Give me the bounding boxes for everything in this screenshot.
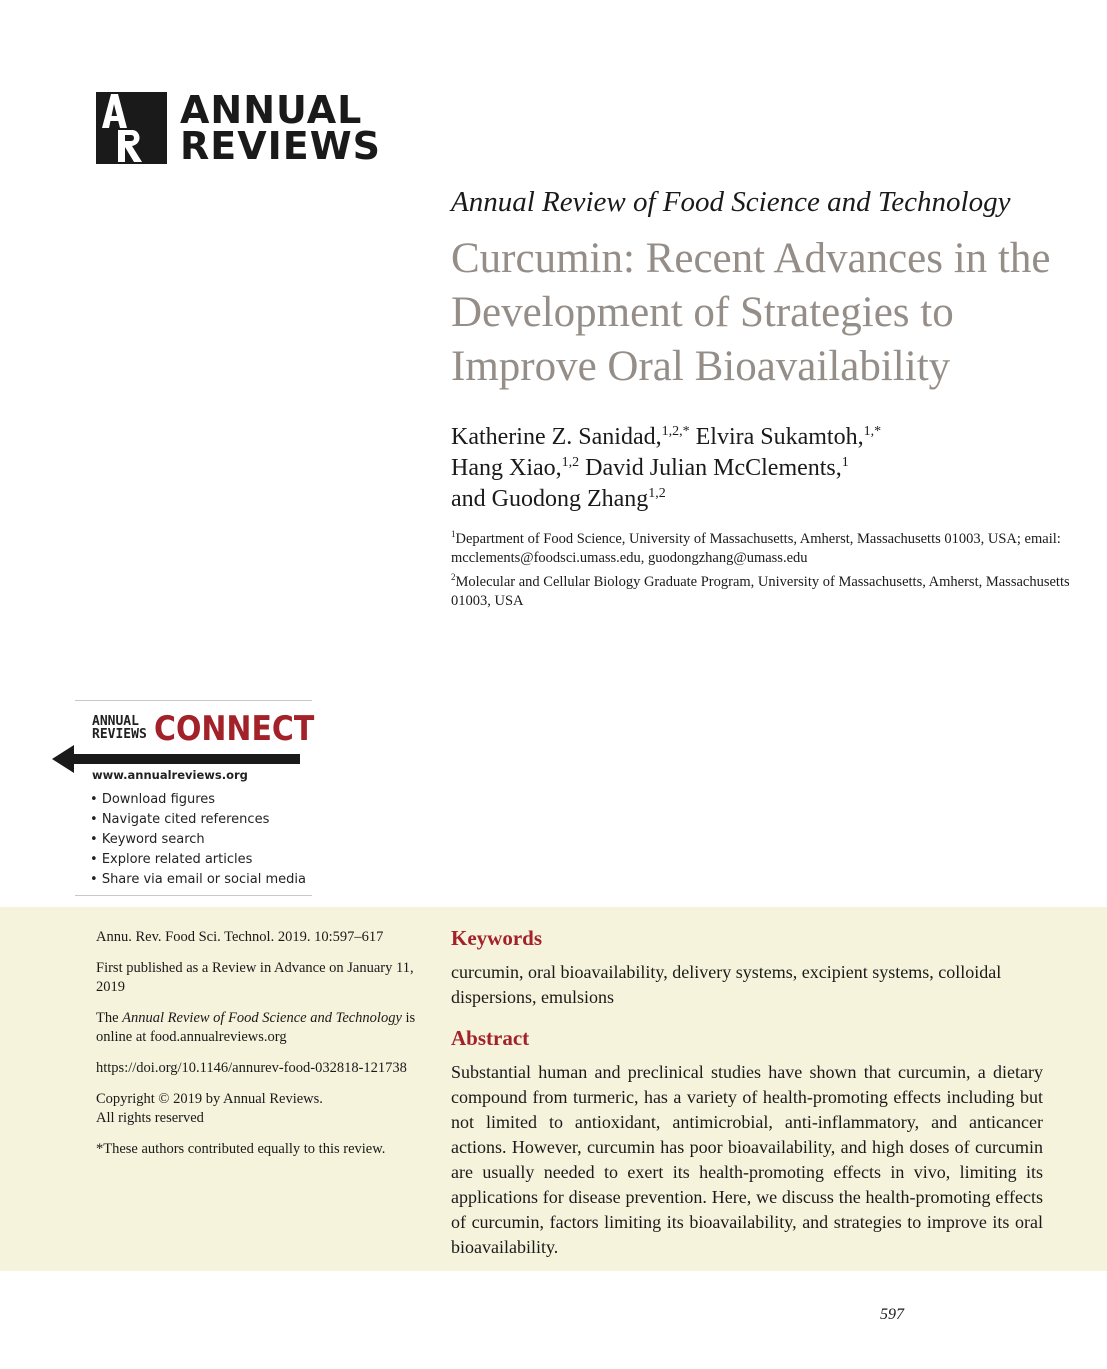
logo-word-annual: ANNUAL xyxy=(180,88,363,132)
affiliation-text: Molecular and Cellular Biology Graduate Program, University of Massachusetts, Amherst, Massachusetts 01003, USA xyxy=(451,574,1070,609)
copyright-line-2: All rights reserved xyxy=(96,1110,204,1126)
copyright-line-1: Copyright © 2019 by Annual Reviews. xyxy=(96,1091,323,1107)
online-suffix: is online at food.annualreviews.org xyxy=(96,1010,416,1045)
author-name: Elvira Sukamtoh, xyxy=(695,424,864,450)
author-affiliation-mark: 1 xyxy=(841,455,849,470)
connect-top-divider xyxy=(75,700,312,701)
author-list xyxy=(451,422,1091,515)
affiliation-number: 1 xyxy=(451,529,456,540)
article-title: Curcumin: Recent Advances in the Development of Strategies to Improve Oral Bioavailability xyxy=(451,235,1051,390)
author-name: David Julian McClements, xyxy=(585,455,842,481)
equal-contribution-note: *These authors contributed equally to this review. xyxy=(96,1141,386,1157)
author-affiliation-mark: 1,2 xyxy=(648,486,666,501)
keywords-text: curcumin, oral bioavailability, delivery systems, excipient systems, colloidal dispersions, emulsions xyxy=(451,962,1002,1007)
affiliation-text: Department of Food Science, University of Massachusetts, Amherst, Massachusetts 01003, USA; email: mcclements@foodsci.umass.edu, guodongzhang@umass.edu xyxy=(451,531,1061,566)
list-item: • Share via email or social media xyxy=(90,870,306,890)
online-prefix: The xyxy=(96,1010,123,1026)
connect-bottom-divider xyxy=(75,895,312,896)
journal-name: Annual Review of Food Science and Technology xyxy=(451,186,1011,218)
affiliation-1 xyxy=(451,530,1071,568)
connect-logo-small-text xyxy=(92,715,147,741)
ar-monogram-icon xyxy=(96,92,167,164)
connect-logo-reviews: REVIEWS xyxy=(92,727,147,742)
author-name: Hang Xiao, xyxy=(451,455,562,481)
keywords-heading: Keywords xyxy=(451,926,542,950)
copyright xyxy=(96,1090,416,1128)
author-name: Katherine Z. Sanidad, xyxy=(451,424,662,450)
annual-reviews-connect-box xyxy=(52,700,315,896)
author-affiliation-mark: 1,2 xyxy=(561,455,580,470)
annual-reviews-logo xyxy=(96,88,382,168)
connect-url[interactable]: www.annualreviews.org xyxy=(92,768,248,782)
list-item: • Navigate cited references xyxy=(90,810,306,830)
page-number: 597 xyxy=(880,1306,904,1323)
logo-word-reviews: REVIEWS xyxy=(180,124,382,168)
author-name: and Guodong Zhang xyxy=(451,486,649,512)
logo-wordmark xyxy=(180,88,382,168)
author-affiliation-mark: 1,2,* xyxy=(661,424,690,439)
author-affiliation-mark: 1,* xyxy=(863,424,882,439)
article-meta-column xyxy=(96,928,416,1171)
list-item: • Keyword search xyxy=(90,830,306,850)
connect-logo-annual: ANNUAL xyxy=(92,714,139,729)
doi-link[interactable]: https://doi.org/10.1146/annurev-food-032818-121738 xyxy=(96,1060,407,1076)
citation: Annu. Rev. Food Sci. Technol. 2019. 10:597–617 xyxy=(96,929,384,945)
list-item: • Download figures xyxy=(90,790,306,810)
online-availability xyxy=(96,1009,416,1047)
affiliation-number: 2 xyxy=(451,572,456,583)
affiliation-2 xyxy=(451,573,1071,611)
abstract-text: Substantial human and preclinical studies have shown that curcumin, a dietary compound from turmeric, has a variety of health-promoting effects including but not limited to antioxidant, antimicrobial, anti-inflammatory, and anticancer actions. However, curcumin has poor bioavailability, and high doses of curcumin are usually needed to exert its health-promoting effects in vivo, limiting its applications for disease prevention. Here, we discuss the health-promoting effects of curcumin, factors limiting its bioavailability, and strategies to improve its oral bioavailability. xyxy=(451,1062,1043,1257)
abstract-heading: Abstract xyxy=(451,1026,530,1050)
online-journal-name: Annual Review of Food Science and Technology xyxy=(122,1010,402,1026)
list-item: • Explore related articles xyxy=(90,850,306,870)
connect-logo-title: CONNECT xyxy=(154,709,315,749)
first-published: First published as a Review in Advance on January 11, 2019 xyxy=(96,960,414,995)
connect-feature-list xyxy=(90,790,306,890)
